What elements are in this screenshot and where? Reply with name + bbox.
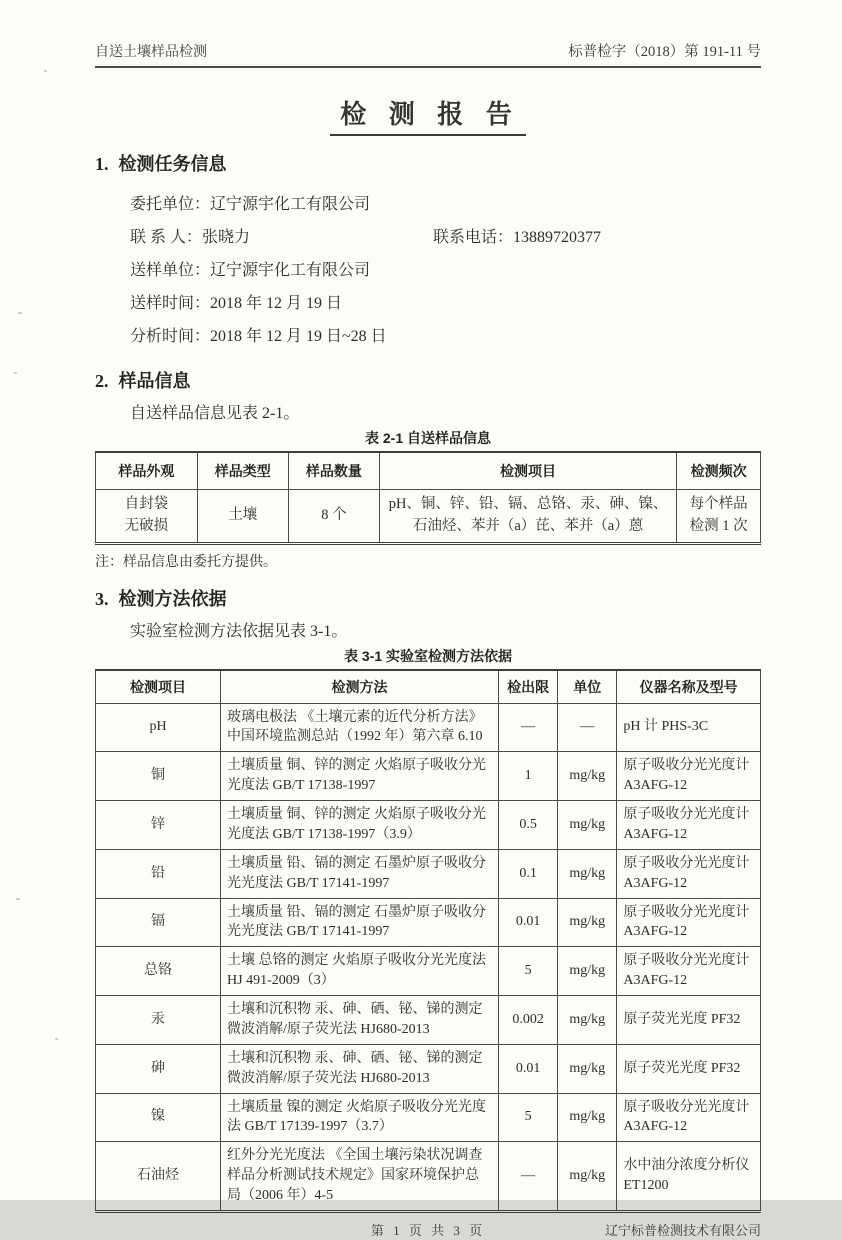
cell-unit: mg/kg	[558, 801, 617, 850]
sender-label: 送样单位：	[130, 262, 211, 279]
cell-unit: mg/kg	[558, 849, 617, 898]
cell-instrument: 原子吸收分光光度计 A3AFG-12	[617, 1093, 761, 1142]
cell-instrument: 原子吸收分光光度计 A3AFG-12	[617, 801, 761, 850]
section3-intro: 实验室检测方法依据见表 3-1。	[130, 622, 348, 640]
table21-caption: 表 2-1 自送样品信息	[364, 430, 491, 446]
table-row	[96, 1044, 761, 1093]
section2-heading	[95, 367, 761, 393]
section3-title: 检测方法依据	[118, 588, 227, 609]
col-instrument: 仪器名称及型号	[617, 670, 761, 704]
cell-instrument: pH 计 PHS-3C	[617, 703, 761, 752]
cell-item: 砷	[96, 1044, 221, 1093]
cell-type: 土壤	[197, 490, 288, 544]
cell-appearance	[96, 490, 198, 544]
cell-unit: mg/kg	[558, 996, 617, 1045]
cell-instrument: 水中油分浓度分析仪 ET1200	[617, 1142, 761, 1212]
task-info-block	[130, 188, 761, 353]
header-doc-number: 标普检字（2018）第 191-11 号	[568, 44, 761, 60]
cell-limit: —	[499, 1142, 558, 1212]
client-line	[130, 188, 761, 221]
page-footer	[95, 1220, 761, 1240]
table21-note: 注：样品信息由委托方提供。	[95, 554, 277, 570]
section1-number: 1.	[95, 154, 109, 174]
phone-value: 13889720377	[513, 229, 602, 246]
scan-artifact	[18, 312, 22, 314]
cell-limit: 0.5	[499, 801, 558, 850]
analysis-time-line	[130, 320, 761, 353]
cell-instrument: 原子吸收分光光度计 A3AFG-12	[617, 849, 761, 898]
phone-field	[433, 221, 601, 254]
cell-method: 土壤和沉积物 汞、砷、硒、铋、锑的测定 微波消解/原子荧光法 HJ680-2013	[221, 996, 499, 1045]
cell-instrument: 原子吸收分光光度计 A3AFG-12	[617, 898, 761, 947]
cell-unit: mg/kg	[558, 1142, 617, 1212]
cell-limit: 0.1	[499, 849, 558, 898]
table-header-row	[96, 670, 761, 704]
sender-line	[130, 254, 761, 287]
table-row	[96, 752, 761, 801]
col-test-frequency: 检测频次	[677, 452, 761, 490]
table-row	[96, 703, 761, 752]
cell-frequency	[677, 490, 761, 544]
section3-heading	[95, 585, 761, 611]
contact-value: 张晓力	[202, 229, 251, 246]
section2-intro: 自送样品信息见表 2-1。	[130, 405, 300, 422]
send-time-line	[130, 287, 761, 320]
table-row	[96, 947, 761, 996]
cell-unit: mg/kg	[558, 947, 617, 996]
cell-item: 铅	[96, 849, 221, 898]
table-header-row	[96, 452, 761, 490]
cell-method: 土壤质量 镍的测定 火焰原子吸收分光光度法 GB/T 17139-1997（3.7）	[221, 1093, 499, 1142]
cell-unit: mg/kg	[558, 898, 617, 947]
cell-method: 红外分光光度法 《全国土壤污染状况调查样品分析测试技术规定》国家环境保护总局（2006 年）4-5	[221, 1142, 499, 1212]
col-sample-type: 样品类型	[197, 452, 288, 490]
sender-value: 辽宁源宇化工有限公司	[210, 262, 371, 279]
items-line1: pH、铜、锌、铅、镉、总铬、汞、砷、镍、	[388, 496, 668, 512]
frequency-line2: 检测 1 次	[689, 517, 748, 534]
col-detection-limit: 检出限	[499, 670, 558, 704]
cell-unit: mg/kg	[558, 1044, 617, 1093]
cell-item: 锌	[96, 801, 221, 850]
col-sample-quantity: 样品数量	[288, 452, 379, 490]
client-value: 辽宁源宇化工有限公司	[210, 196, 371, 213]
phone-label: 联系电话：	[433, 229, 514, 246]
contact-line	[130, 221, 761, 254]
section3-number: 3.	[95, 588, 109, 609]
section2-title: 样品信息	[118, 371, 191, 391]
cell-instrument: 原子吸收分光光度计 A3AFG-12	[617, 752, 761, 801]
header-report-type: 自送土壤样品检测	[95, 45, 207, 60]
client-label: 委托单位：	[130, 196, 211, 213]
scan-artifact	[55, 1038, 58, 1040]
section2-number: 2.	[95, 371, 109, 391]
cell-item: 镉	[96, 898, 221, 947]
scan-artifact	[44, 70, 47, 72]
col-sample-appearance: 样品外观	[96, 452, 198, 490]
page-header	[95, 0, 761, 68]
cell-item: 汞	[96, 996, 221, 1045]
items-line2: 石油烃、苯并（a）芘、苯并（a）蒽	[412, 517, 644, 534]
table-row	[96, 849, 761, 898]
cell-item: 镍	[96, 1093, 221, 1142]
cell-method: 土壤质量 铜、锌的测定 火焰原子吸收分光光度法 GB/T 17138-1997（3.9）	[221, 801, 499, 850]
table-row	[96, 898, 761, 947]
scan-artifact	[16, 898, 20, 900]
cell-limit: 5	[499, 1093, 558, 1142]
contact-label: 联 系 人：	[130, 229, 203, 246]
table-row	[96, 1093, 761, 1142]
cell-limit: 0.01	[499, 898, 558, 947]
cell-unit: mg/kg	[558, 752, 617, 801]
cell-instrument: 原子吸收分光光度计 A3AFG-12	[617, 947, 761, 996]
scan-artifact	[14, 372, 17, 374]
cell-instrument: 原子荧光光度 PF32	[617, 1044, 761, 1093]
section1-heading	[95, 150, 761, 176]
cell-unit: mg/kg	[558, 1093, 617, 1142]
table-row	[96, 801, 761, 850]
col-test-items: 检测项目	[379, 452, 676, 490]
table-row	[96, 1142, 761, 1212]
sample-info-table	[95, 451, 761, 545]
cell-limit: 5	[499, 947, 558, 996]
cell-item: pH	[96, 703, 221, 752]
frequency-line1: 每个样品	[689, 496, 748, 512]
cell-method: 土壤 总铬的测定 火焰原子吸收分光光度法 HJ 491-2009（3）	[221, 947, 499, 996]
report-title: 检 测 报 告	[330, 94, 526, 136]
cell-method: 土壤和沉积物 汞、砷、硒、铋、锑的测定 微波消解/原子荧光法 HJ680-2013	[221, 1044, 499, 1093]
col-item: 检测项目	[96, 670, 221, 704]
method-table	[95, 669, 761, 1213]
appearance-line1: 自封袋	[124, 496, 169, 512]
cell-method: 土壤质量 铅、镉的测定 石墨炉原子吸收分光光度法 GB/T 17141-1997	[221, 898, 499, 947]
cell-limit: —	[499, 703, 558, 752]
cell-method: 土壤质量 铅、镉的测定 石墨炉原子吸收分光光度法 GB/T 17141-1997	[221, 849, 499, 898]
cell-instrument: 原子荧光光度 PF32	[617, 996, 761, 1045]
appearance-line2: 无破损	[124, 517, 169, 534]
cell-unit: —	[558, 703, 617, 752]
cell-method: 玻璃电极法 《土壤元素的近代分析方法》中国环境监测总站（1992 年）第六章 6.10	[221, 703, 499, 752]
cell-limit: 0.01	[499, 1044, 558, 1093]
cell-quantity: 8 个	[288, 490, 379, 544]
table-row	[96, 996, 761, 1045]
col-method: 检测方法	[221, 670, 499, 704]
cell-item: 铜	[96, 752, 221, 801]
cell-limit: 0.002	[499, 996, 558, 1045]
send-time-value: 2018 年 12 月 19 日	[210, 295, 343, 312]
analysis-time-value: 2018 年 12 月 19 日~28 日	[210, 328, 387, 345]
cell-item: 石油烃	[96, 1142, 221, 1212]
send-time-label: 送样时间：	[130, 295, 211, 312]
section1-title: 检测任务信息	[118, 154, 227, 174]
cell-limit: 1	[499, 752, 558, 801]
page-number: 第 1 页 共 3 页	[370, 1222, 486, 1238]
cell-items	[379, 490, 676, 544]
table-row	[96, 490, 761, 544]
cell-method: 土壤质量 铜、锌的测定 火焰原子吸收分光光度法 GB/T 17138-1997	[221, 752, 499, 801]
analysis-time-label: 分析时间：	[130, 328, 211, 345]
footer-company: 辽宁标普检测技术有限公司	[604, 1222, 761, 1238]
cell-item: 总铬	[96, 947, 221, 996]
table31-caption: 表 3-1 实验室检测方法依据	[343, 647, 512, 664]
col-unit: 单位	[558, 670, 617, 704]
